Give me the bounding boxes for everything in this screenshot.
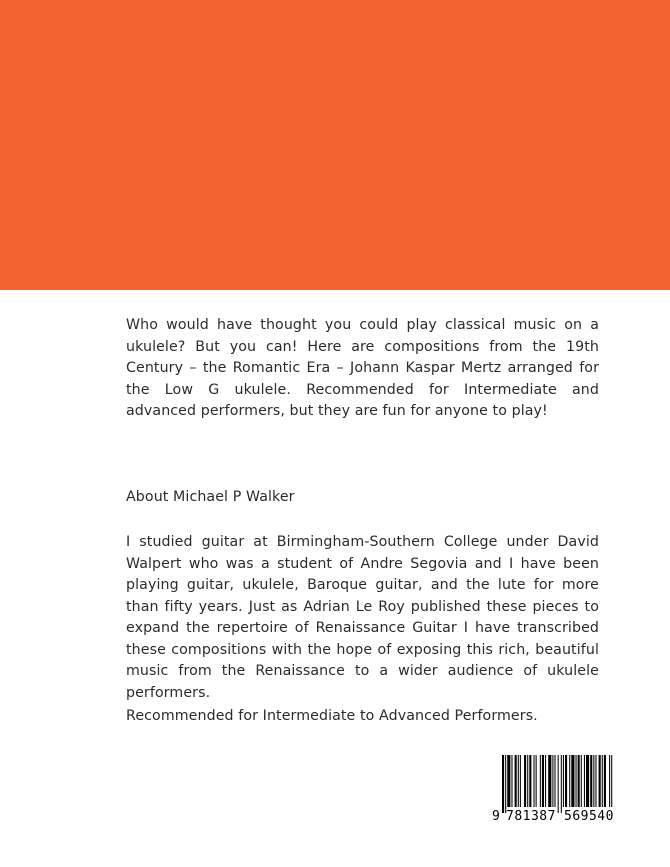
barcode-left-digits: 781387 bbox=[506, 809, 556, 824]
barcode-bar bbox=[545, 755, 546, 807]
about-heading bbox=[126, 487, 599, 509]
intro-paragraph bbox=[126, 315, 599, 423]
barcode-right-digits: 569540 bbox=[564, 809, 614, 824]
barcode-bar bbox=[586, 755, 589, 807]
barcode-bar bbox=[536, 755, 537, 807]
bio-paragraph bbox=[126, 532, 599, 704]
barcode-bar bbox=[578, 755, 580, 807]
bio-text: I studied guitar at Birmingham-Southern College under David Walpert who was a student of Andre Segovia and I have been playing guitar, ukulele, Baroque guitar, and the lute for more than fifty years. Just as Adrian Le Roy published these pieces to expand the repertoire of Renaissance Guitar I have transcribed these compositions with the hope of exposing this rich, beautiful music from the Renaissance to a wider audience of ukulele performers. bbox=[126, 534, 599, 701]
barcode-bar bbox=[602, 755, 603, 807]
barcode-bar bbox=[609, 755, 610, 807]
barcode-bar bbox=[593, 755, 594, 807]
cover-color-band bbox=[0, 0, 670, 290]
isbn-barcode bbox=[486, 745, 636, 835]
barcode-bar bbox=[502, 755, 504, 813]
barcode-bar bbox=[540, 755, 541, 807]
recommendation-text: Recommended for Intermediate to Advanced Performers. bbox=[126, 708, 538, 724]
barcode-bar bbox=[527, 755, 528, 807]
barcode-bar bbox=[555, 755, 556, 807]
barcode-bar bbox=[576, 755, 577, 807]
barcode-bar bbox=[529, 755, 531, 807]
barcode-bar bbox=[595, 755, 596, 807]
barcode-bar bbox=[548, 755, 551, 807]
barcode-bar bbox=[561, 755, 562, 813]
barcode-bar bbox=[511, 755, 512, 807]
barcode-bar bbox=[604, 755, 606, 807]
intro-text: Who would have thought you could play classical music on a ukulele? But you can! Here are compositions from the 19th Century – the Romantic Era – Johann Kaspar Mertz arranged for the Low G ukulele. Recommended for Intermediate and advanced performers, but they are fun for anyone to play! bbox=[126, 317, 599, 419]
barcode-bar bbox=[505, 755, 506, 813]
barcode-first-digit: 9 bbox=[492, 809, 500, 824]
barcode-bar bbox=[534, 755, 535, 807]
about-heading-text: About Michael P Walker bbox=[126, 489, 295, 505]
barcode-bar bbox=[584, 755, 585, 807]
barcode-bar bbox=[563, 755, 564, 807]
barcode-bar bbox=[515, 755, 517, 807]
barcode-bar bbox=[569, 755, 570, 807]
barcode-bar bbox=[524, 755, 526, 807]
recommendation-line bbox=[126, 706, 599, 728]
barcode-bar bbox=[552, 755, 553, 807]
barcode-bar bbox=[558, 755, 559, 813]
barcode-bar bbox=[520, 755, 521, 807]
barcode-bar bbox=[565, 755, 567, 807]
barcode-bar bbox=[611, 755, 612, 807]
barcode-bar bbox=[590, 755, 592, 807]
barcode-bar bbox=[507, 755, 510, 807]
barcode-bar bbox=[571, 755, 574, 807]
barcode-bar bbox=[599, 755, 601, 807]
barcode-bar bbox=[542, 755, 544, 807]
barcode-bar bbox=[581, 755, 582, 807]
barcode-bar bbox=[518, 755, 519, 807]
